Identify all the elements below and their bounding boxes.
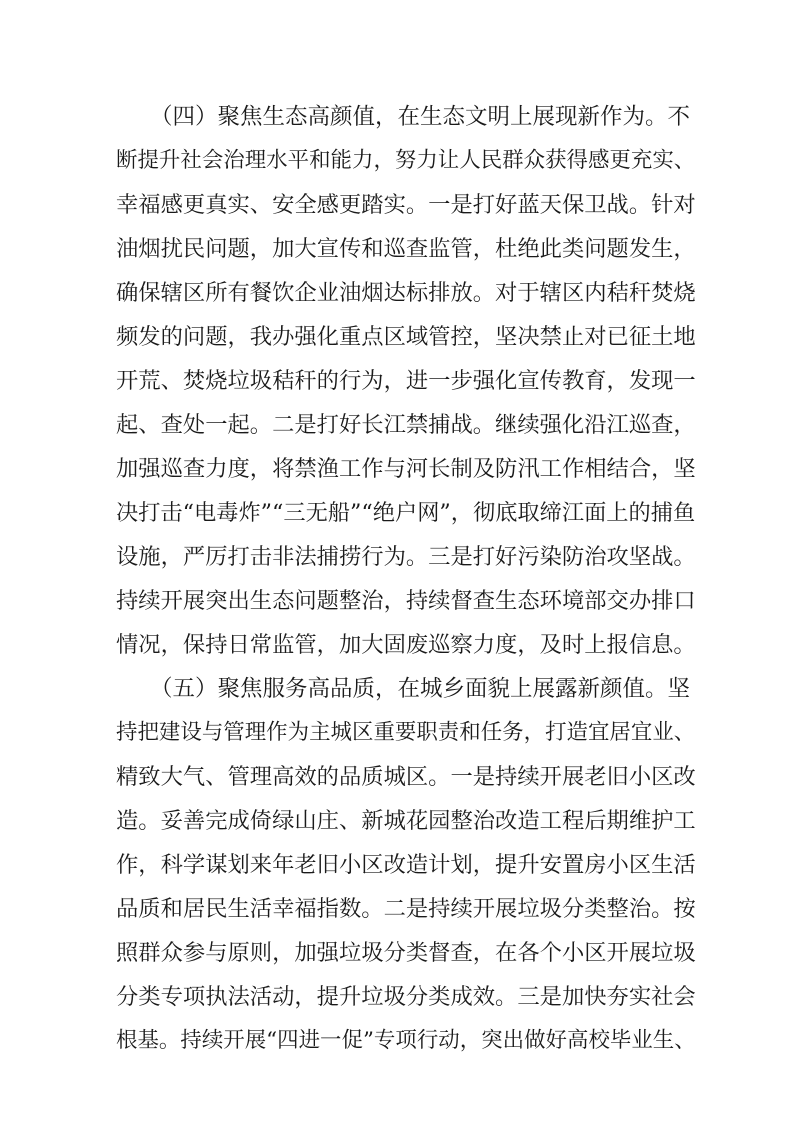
paragraph-4-line-9: 加强巡查力度，将禁渔工作与河长制及防汛工作相结合，坚 bbox=[116, 456, 696, 482]
paragraph-5-line-1: （五）聚焦服务高品质，在城乡面貌上展露新颜值。坚 bbox=[150, 676, 691, 702]
paragraph-4-line-11: 设施，严厉打击非法捕捞行为。三是打好污染防治攻坚战。 bbox=[116, 544, 696, 570]
paragraph-4-line-13: 情况，保持日常监管，加大固废巡察力度，及时上报信息。 bbox=[116, 632, 696, 658]
paragraph-5-line-5: 作，科学谋划来年老旧小区改造计划，提升安置房小区生活 bbox=[116, 852, 696, 878]
paragraph-4-line-8: 起、查处一起。二是打好长江禁捕战。继续强化沿江巡查， bbox=[116, 412, 696, 438]
paragraph-4-line-4: 油烟扰民问题，加大宣传和巡查监管，杜绝此类问题发生， bbox=[116, 236, 696, 262]
paragraph-4-line-3: 幸福感更真实、安全感更踏实。一是打好蓝天保卫战。针对 bbox=[116, 192, 696, 218]
paragraph-5-line-8: 分类专项执法活动，提升垃圾分类成效。三是加快夯实社会 bbox=[116, 984, 696, 1010]
paragraph-4-line-12: 持续开展突出生态问题整治，持续督查生态环境部交办排口 bbox=[116, 588, 696, 614]
paragraph-5-line-3: 精致大气、管理高效的品质城区。一是持续开展老旧小区改 bbox=[116, 764, 696, 790]
paragraph-5-line-7: 照群众参与原则，加强垃圾分类督查，在各个小区开展垃圾 bbox=[116, 940, 696, 966]
paragraph-5-line-4: 造。妥善完成倚绿山庄、新城花园整治改造工程后期维护工 bbox=[116, 808, 696, 834]
paragraph-4-line-7: 开荒、焚烧垃圾秸秆的行为，进一步强化宣传教育，发现一 bbox=[116, 368, 696, 394]
paragraph-5-line-6: 品质和居民生活幸福指数。二是持续开展垃圾分类整治。按 bbox=[116, 896, 696, 922]
paragraph-4-line-2: 断提升社会治理水平和能力，努力让人民群众获得感更充实、 bbox=[116, 148, 696, 173]
paragraph-4-line-5: 确保辖区所有餐饮企业油烟达标排放。对于辖区内秸秆焚烧 bbox=[116, 280, 696, 306]
paragraph-4-line-1: （四）聚焦生态高颜值，在生态文明上展现新作为。不 bbox=[150, 104, 691, 130]
paragraph-4-line-6: 频发的问题，我办强化重点区域管控，坚决禁止对已征土地 bbox=[116, 324, 696, 350]
paragraph-5-line-2: 持把建设与管理作为主城区重要职责和任务，打造宜居宜业、 bbox=[116, 720, 696, 745]
paragraph-5-line-9: 根基。持续开展“四进一促”专项行动，突出做好高校毕业生、 bbox=[116, 1028, 696, 1053]
paragraph-4-line-10: 决打击“电毒炸”“三无船”“绝户网”，彻底取缔江面上的捕鱼 bbox=[116, 500, 696, 526]
